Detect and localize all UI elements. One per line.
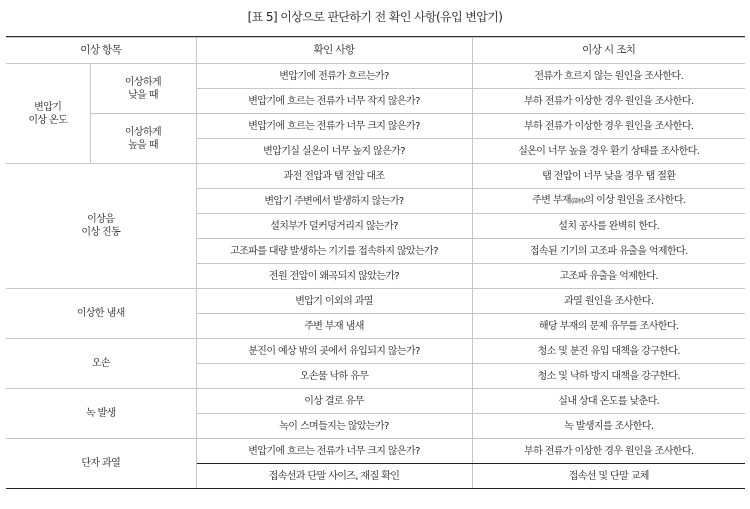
action-cell: 설치 공사를 완벽히 한다. — [472, 214, 745, 239]
check-cell: 변압기에 흐르는 전류가 너무 크지 않은가? — [196, 114, 472, 139]
check-cell: 과전 전압과 탭 전압 대조 — [196, 164, 472, 189]
check-cell: 이상 결로 유무 — [196, 389, 472, 414]
table-row — [6, 164, 745, 189]
check-cell: 오손물 낙하 유무 — [196, 364, 472, 389]
table-caption: [표 5] 이상으로 판단하기 전 확인 사항(유입 변압기) — [247, 10, 503, 24]
group-label-terminal: 단자 과열 — [6, 439, 196, 489]
check-cell: 변압기에 전류가 흐르는가? — [196, 64, 472, 89]
action-annotation: (部材) — [570, 198, 585, 205]
action-cell: 과열 원인을 조사한다. — [472, 289, 745, 314]
table-row — [6, 389, 745, 414]
action-cell: 청소 및 분진 유입 대책을 강구한다. — [472, 339, 745, 364]
header-item: 이상 항목 — [6, 38, 196, 64]
check-cell: 녹이 스며들지는 않았는가? — [196, 414, 472, 439]
group-label-dirt: 오손 — [6, 339, 196, 389]
group-label-noise: 이상음 이상 진동 — [6, 164, 196, 289]
check-cell: 변압기 이외의 과열 — [196, 289, 472, 314]
action-cell: 청소 및 낙하 방지 대책을 강구한다. — [472, 364, 745, 389]
header-check: 확인 사항 — [196, 38, 472, 64]
check-cell: 접속선과 단말 사이즈, 재질 확인 — [196, 464, 472, 489]
table-row — [6, 439, 745, 464]
action-cell: 고조파 유출을 억제한다. — [472, 264, 745, 289]
action-cell: 해당 부재의 문제 유무를 조사한다. — [472, 314, 745, 339]
table-row — [6, 114, 745, 139]
inspection-table — [6, 37, 745, 489]
group-label-rust: 녹 발생 — [6, 389, 196, 439]
action-cell: 부하 전류가 이상한 경우 원인을 조사한다. — [472, 89, 745, 114]
check-cell: 설치부가 덜커덩거리지 않는가? — [196, 214, 472, 239]
action-cell: 실온이 너무 높을 경우 환기 상태를 조사한다. — [472, 139, 745, 164]
check-cell: 변압기실 실온이 너무 높지 않은가? — [196, 139, 472, 164]
action-cell: 실내 상대 온도를 낮춘다. — [472, 389, 745, 414]
action-cell: 부하 전류가 이상한 경우 원인을 조사한다. — [472, 114, 745, 139]
check-cell: 분진이 예상 밖의 곳에서 유입되지 않는가? — [196, 339, 472, 364]
action-cell: 탭 전압이 너무 낮을 경우 탭 절환 — [472, 164, 745, 189]
action-cell: 접속된 기기의 고조파 유출을 억제한다. — [472, 239, 745, 264]
action-cell: 부하 전류가 이상한 경우 원인을 조사한다. — [472, 439, 745, 464]
check-cell: 고조파를 대량 발생하는 기기를 접속하지 않았는가? — [196, 239, 472, 264]
check-cell: 변압기에 흐르는 전류가 너무 크지 않은가? — [196, 439, 472, 464]
subgroup-label-high: 이상하게 높을 때 — [90, 114, 196, 164]
action-cell: 접속선 및 단말 교체 — [472, 464, 745, 489]
check-cell: 변압기에 흐르는 전류가 너무 작지 않은가? — [196, 89, 472, 114]
table-row — [6, 339, 745, 364]
subgroup-label-low: 이상하게 낮을 때 — [90, 64, 196, 114]
group-label-smell: 이상한 냄새 — [6, 289, 196, 339]
header-row — [6, 38, 745, 64]
check-cell: 변압기 주변에서 발생하지 않는가? — [196, 189, 472, 214]
group-label-temp: 변압기 이상 온도 — [6, 64, 90, 164]
table-row — [6, 289, 745, 314]
check-cell: 주변 부재 냄새 — [196, 314, 472, 339]
action-cell: 주변 부재(部材)의 이상 원인을 조사한다. — [472, 189, 745, 214]
table-row — [6, 64, 745, 89]
action-cell: 전류가 흐르지 않는 원인을 조사한다. — [472, 64, 745, 89]
check-cell: 전원 전압이 왜곡되지 않았는가? — [196, 264, 472, 289]
header-action: 이상 시 조치 — [472, 38, 745, 64]
action-cell: 녹 발생지를 조사한다. — [472, 414, 745, 439]
